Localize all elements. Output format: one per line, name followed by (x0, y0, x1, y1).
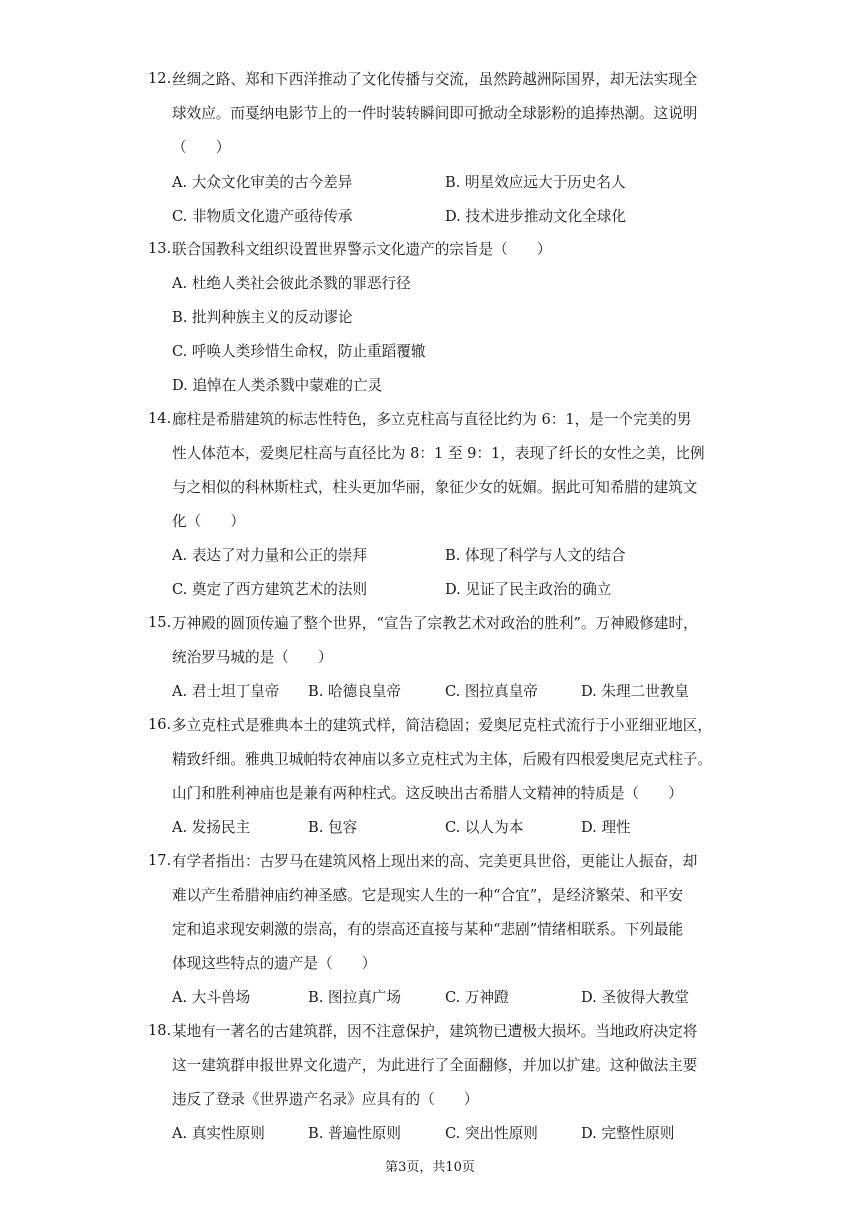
question-text-line: 山门和胜利神庙也是兼有两种柱式。这反映出古希腊人文精神的特质是（ ） (172, 785, 683, 802)
page-footer: 第3页，共10页 (385, 1160, 475, 1175)
question-number: 12. (148, 70, 172, 87)
question-text-line: 多立克柱式是雅典本土的建筑式样，简洁稳固；爱奥尼克柱式流行于小亚细亚地区， (172, 717, 712, 734)
question-text-line: 万神殿的圆顶传遍了整个世界，“宣告了宗教艺术对政治的胜利”。万神殿修建时， (172, 615, 698, 632)
option-a: A. 发扬民主 (172, 819, 251, 836)
option-d: D. 圣彼得大教堂 (581, 989, 690, 1006)
question-text-line: 球效应。而戛纳电影节上的一件时装转瞬间即可掀动全球影粉的追捧热潮。这说明 (172, 105, 698, 122)
option-a: A. 杜绝人类社会彼此杀戮的罪恶行径 (172, 275, 411, 292)
question-number: 14. (148, 410, 172, 427)
option-d: D. 见证了民主政治的确立 (445, 581, 612, 598)
option-d: D. 追悼在人类杀戮中蒙难的亡灵 (172, 377, 383, 394)
question-text-line: （ ） (172, 139, 231, 156)
option-d: D. 完整性原则 (581, 1125, 675, 1142)
option-a: A. 大众文化审美的古今差异 (172, 174, 353, 191)
question-text-line: 违反了登录《世界遗产名录》应具有的（ ） (172, 1091, 479, 1108)
question-text-line: 这一建筑群申报世界文化遗产，为此进行了全面翻修，并加以扩建。这种做法主要 (172, 1057, 698, 1074)
option-c: C. 突出性原则 (445, 1125, 538, 1142)
question-text-line: 性人体范本，爱奥尼柱高与直径比为 8：1 至 9：1，表现了纤长的女性之美，比例 (172, 445, 705, 462)
question-text-line: 难以产生希腊神庙约神圣感。它是现实人生的一种“合宜”，是经济繁荣、和平安 (172, 887, 684, 904)
option-a: A. 真实性原则 (172, 1125, 265, 1142)
option-b: B. 图拉真广场 (308, 989, 401, 1006)
question-number: 18. (148, 1022, 172, 1039)
question-number: 17. (148, 852, 172, 869)
option-c: C. 呼唤人类珍惜生命权，防止重蹈覆辙 (172, 343, 426, 360)
option-c: C. 以人为本 (445, 819, 524, 836)
question-text-line: 联合国教科文组织设置世界警示文化遗产的宗旨是（ ） (172, 241, 552, 258)
question-number: 15. (148, 614, 172, 631)
option-d: D. 技术进步推动文化全球化 (445, 208, 626, 225)
option-b: B. 明星效应远大于历史名人 (445, 174, 626, 191)
option-a: A. 君士坦丁皇帝 (172, 683, 280, 700)
option-d: D. 朱理二世教皇 (581, 683, 690, 700)
question-number: 16. (148, 716, 172, 733)
question-text-line: 与之相似的科林斯柱式，柱头更加华丽，象征少女的妩媚。据此可知希腊的建筑文 (172, 479, 698, 496)
option-b: B. 包容 (308, 819, 358, 836)
option-c: C. 图拉真皇帝 (445, 683, 538, 700)
question-text-line: 化（ ） (172, 513, 245, 530)
question-text-line: 某地有一著名的古建筑群，因不注意保护，建筑物已遭极大损坏。当地政府决定将 (172, 1023, 698, 1040)
option-a: A. 表达了对力量和公正的崇拜 (172, 547, 367, 564)
question-text-line: 定和追求现安刺激的崇高，有的崇高还直接与某种“悲剧”情绪相联系。下列最能 (172, 921, 684, 938)
option-b: B. 体现了科学与人文的结合 (445, 547, 626, 564)
option-a: A. 大斗兽场 (172, 989, 251, 1006)
question-text-line: 丝绸之路、郑和下西洋推动了文化传播与交流，虽然跨越洲际国界，却无法实现全 (172, 71, 698, 88)
question-number: 13. (148, 240, 172, 257)
option-c: C. 万神蹬 (445, 989, 509, 1006)
question-text-line: 有学者指出：古罗马在建筑风格上现出来的高、完美更具世俗，更能让人振奋，却 (172, 853, 698, 870)
question-text-line: 统治罗马城的是（ ） (172, 649, 333, 666)
option-c: C. 奠定了西方建筑艺术的法则 (172, 581, 368, 598)
question-text-line: 廊柱是希腊建筑的标志性特色，多立克柱高与直径比约为 6：1，是一个完美的男 (172, 411, 692, 428)
question-text-line: 体现这些特点的遗产是（ ） (172, 955, 377, 972)
option-b: B. 批判种族主义的反动谬论 (172, 309, 353, 326)
option-b: B. 普遍性原则 (308, 1125, 401, 1142)
question-text-line: 精致纤细。雅典卫城帕特农神庙以多立克柱式为主体，后殿有四根爱奥尼克式柱子。 (172, 751, 712, 768)
option-b: B. 哈德良皇帝 (308, 683, 401, 700)
option-d: D. 理性 (581, 819, 631, 836)
option-c: C. 非物质文化遗产亟待传承 (172, 208, 353, 225)
